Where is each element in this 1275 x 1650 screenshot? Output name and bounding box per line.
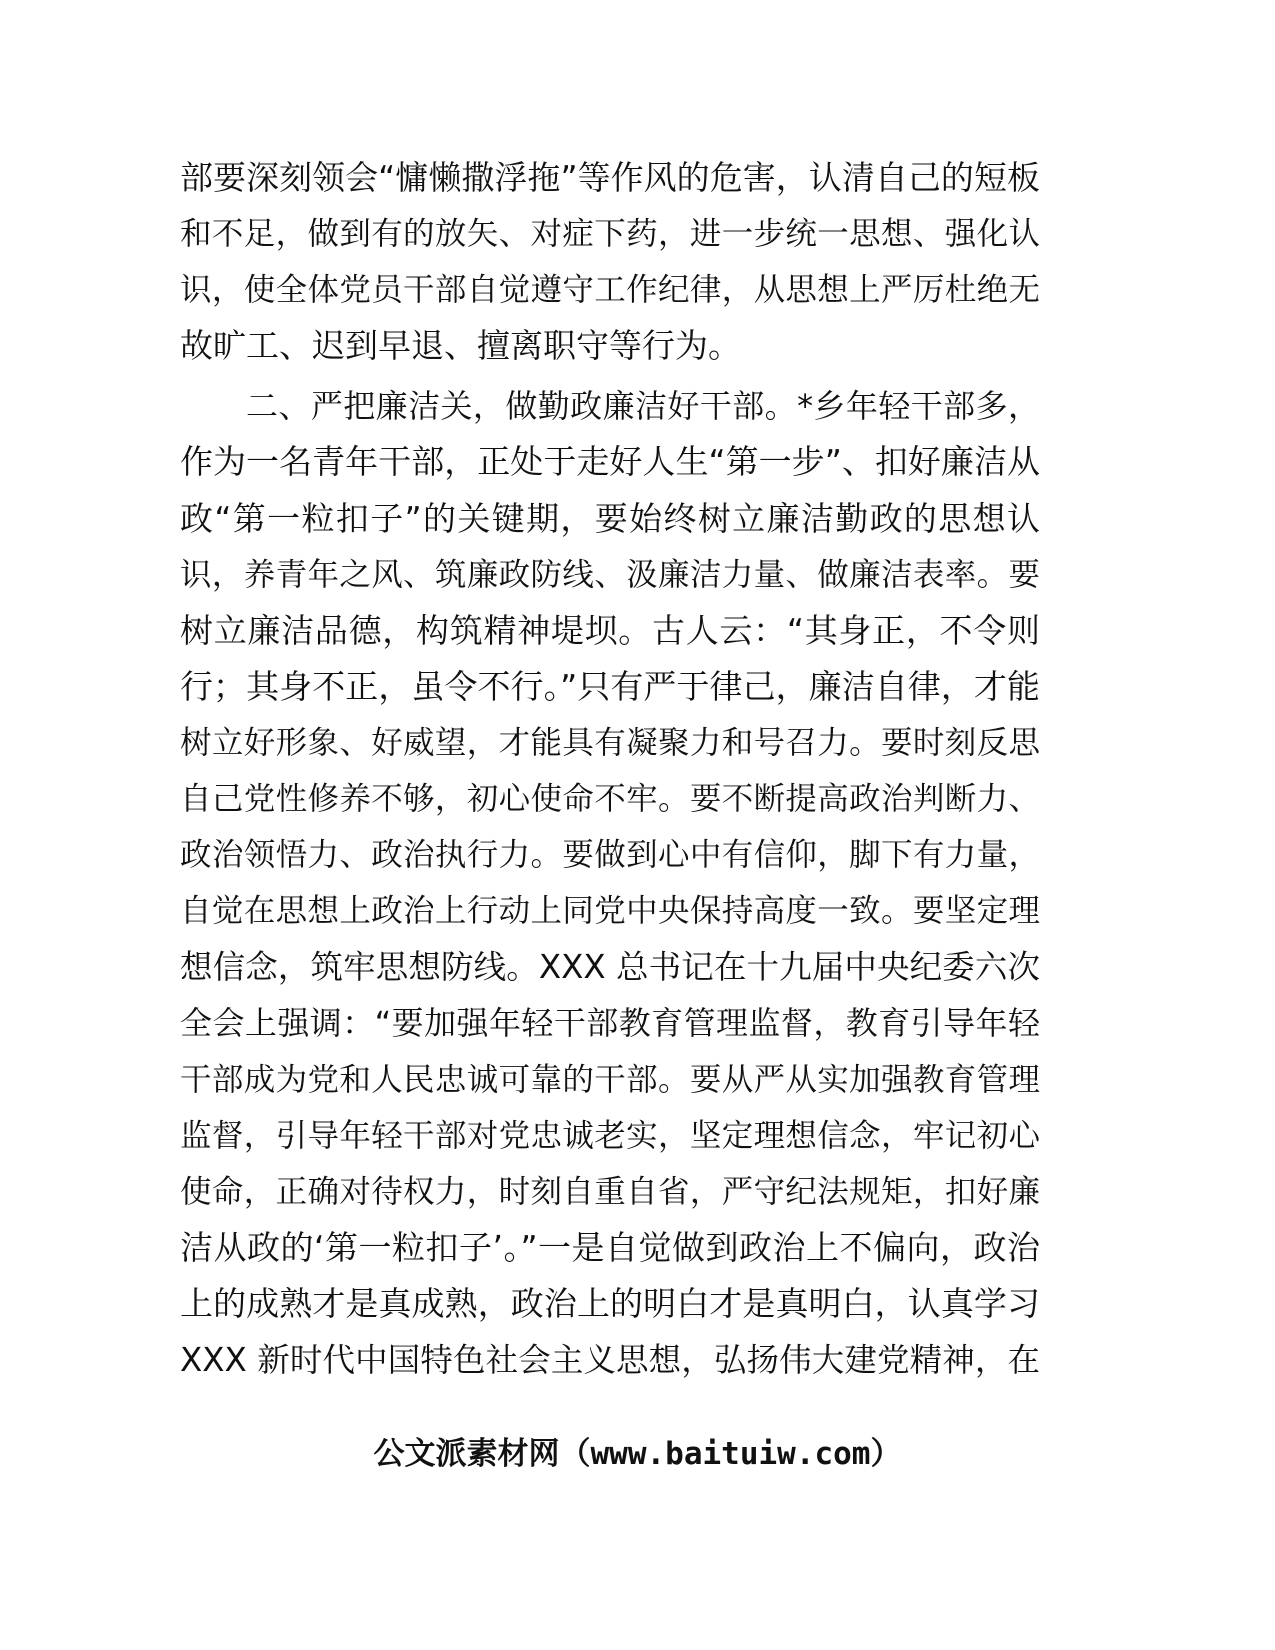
section-heading-line: 二、严把廉洁关，做勤政廉洁好干部。*乡年轻干部多， xyxy=(246,387,1040,426)
text-line: 识，使全体党员干部自觉遵守工作纪律，从思想上严厉杜绝无 xyxy=(180,272,1040,309)
text-line: 政治领悟力、政治执行力。要做到心中有信仰，脚下有力量， xyxy=(180,837,1040,874)
text-line: 使命，正确对待权力，时刻自重自省，严守纪法规矩，扣好廉 xyxy=(180,1173,1040,1210)
text-line: 树立廉洁品德，构筑精神堤坝。古人云：“其身正，不令则 xyxy=(180,610,1040,650)
page-footer xyxy=(0,1432,1275,1476)
text-line: 上的成熟才是真成熟，政治上的明白才是真明白，认真学习 xyxy=(180,1283,1040,1323)
text-line: 故旷工、迟到早退、擅离职守等行为。 xyxy=(180,326,741,366)
text-line: 作为一名青年干部，正处于走好人生“第一步”、扣好廉洁从 xyxy=(180,442,1040,482)
text-line: 全会上强调：“要加强年轻干部教育管理监督，教育引导年轻 xyxy=(180,1004,1040,1043)
text-line: XXX 新时代中国特色社会主义思想，弘扬伟大建党精神，在 xyxy=(180,1340,1040,1379)
text-line: 和不足，做到有的放矢、对症下药，进一步统一思想、强化认 xyxy=(180,216,1040,253)
text-line: 部要深刻领会“慵懒撒浮拖”等作风的危害，认清自己的短板 xyxy=(180,158,1040,197)
text-line: 行；其身不正，虽令不行。”只有严于律己，廉洁自律，才能 xyxy=(180,666,1040,706)
text-line: 洁从政的‘第一粒扣子’。”一是自觉做到政治上不偏向，政治 xyxy=(180,1227,1040,1267)
paragraph-section-two xyxy=(180,378,1040,1388)
text-line: 自己党性修养不够，初心使命不牢。要不断提高政治判断力、 xyxy=(180,781,1040,818)
footer-site-url[interactable]: （www.baituiw.com） xyxy=(559,1436,902,1472)
text-line: 树立好形象、好威望，才能具有凝聚力和号召力。要时刻反思 xyxy=(180,724,1040,761)
footer-site-name: 公文派素材网 xyxy=(373,1436,560,1472)
text-line: 识，养青年之风、筑廉政防线、汲廉洁力量、做廉洁表率。要 xyxy=(180,556,1040,593)
text-line: 干部成为党和人民忠诚可靠的干部。要从严从实加强教育管理 xyxy=(180,1061,1040,1098)
text-line: 监督，引导年轻干部对党忠诚老实，坚定理想信念，牢记初心 xyxy=(180,1117,1040,1154)
text-line: 自觉在思想上政治上行动上同党中央保持高度一致。要坚定理 xyxy=(180,893,1040,930)
paragraph-continued xyxy=(180,150,1040,374)
document-body xyxy=(180,150,1040,1388)
text-line: 想信念，筑牢思想防线。XXX 总书记在十九届中央纪委六次 xyxy=(180,948,1040,987)
text-line: 政“第一粒扣子”的关键期，要始终树立廉洁勤政的思想认 xyxy=(180,498,1040,538)
